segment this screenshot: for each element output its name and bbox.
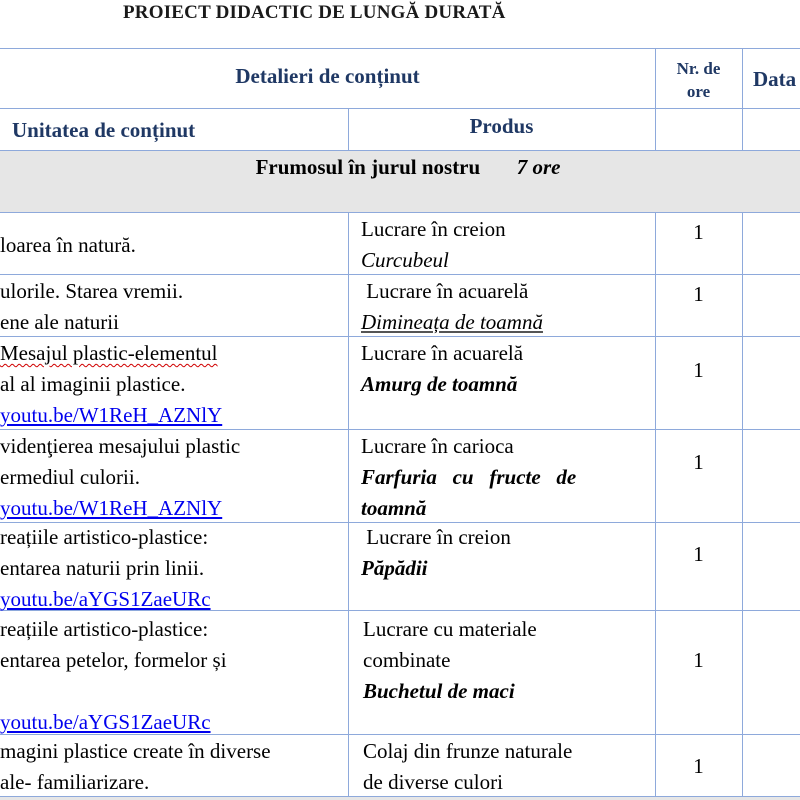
product-type: Colaj din frunze naturale (363, 739, 573, 763)
unit-text: ale- familiarizare. (0, 770, 150, 794)
table-row (0, 276, 183, 338)
unit-text: magini plastice create în diverse (0, 739, 271, 763)
unit-text: loarea în natură. (0, 233, 136, 257)
product-name: Dimineața de toamnă (361, 310, 543, 334)
grid-line (742, 212, 743, 797)
table-row (0, 431, 240, 524)
product-type: Lucrare în carioca (361, 434, 514, 458)
product-cell (361, 214, 506, 276)
hours-value: 1 (693, 450, 704, 474)
grid-line (0, 212, 800, 213)
table-row (0, 338, 222, 431)
table-row (0, 736, 271, 798)
unit-text: reațiile artistico-plastice: (0, 617, 209, 641)
header-produs: Produs (469, 114, 534, 138)
header-data: Data (753, 67, 797, 91)
header-unitatea: Unitatea de conținut (12, 118, 196, 142)
hours-value: 1 (693, 220, 704, 244)
product-cell (361, 276, 543, 338)
video-link[interactable]: youtu.be/aYGS1ZaeURc (0, 710, 211, 734)
table-row (0, 614, 227, 738)
grid-line (0, 48, 800, 49)
product-name: Amurg de toamnă (361, 372, 518, 396)
product-name: Păpădii (361, 556, 428, 580)
document-title: PROIECT DIDACTIC DE LUNGĂ DURATĂ (123, 2, 506, 23)
section-heading (0, 155, 800, 180)
section-title: Frumosul în jurul nostru (255, 155, 481, 179)
product-name: Buchetul de maci (363, 679, 515, 703)
header-nr-ore-line2: ore (686, 82, 711, 101)
product-type-cont: combinate (363, 648, 451, 672)
section-hours: 7 ore (516, 155, 561, 179)
product-cell (363, 736, 572, 798)
unit-text: videnţierea mesajului plastic (0, 434, 241, 458)
unit-text: al al imaginii plastice. (0, 372, 186, 396)
product-type: Lucrare în acuarelă (361, 279, 529, 303)
table-row (0, 230, 136, 261)
unit-text (0, 676, 227, 707)
unit-text (0, 338, 222, 369)
hours-value: 1 (693, 754, 704, 778)
unit-text-part: Mesajul plastic-elementul (0, 341, 218, 365)
hours-value: 1 (693, 542, 704, 566)
product-type: Lucrare cu materiale (363, 617, 537, 641)
video-link[interactable]: youtu.be/aYGS1ZaeURc (0, 587, 211, 611)
grid-line (0, 108, 800, 109)
header-detalieri: Detalieri de conținut (235, 64, 420, 88)
unit-text: ene ale naturii (0, 310, 119, 334)
header-nr-ore-line1: Nr. de (676, 59, 721, 78)
product-cell (361, 522, 511, 584)
product-name: toamnă (361, 496, 427, 520)
header-nr-ore (655, 57, 742, 103)
table-row (0, 522, 211, 615)
video-link[interactable]: youtu.be/W1ReH_AZNlY (0, 403, 223, 427)
unit-text: entarea petelor, formelor și (0, 648, 227, 672)
grid-line (742, 48, 743, 151)
hours-value: 1 (693, 282, 704, 306)
product-name: Farfuria cu fructe de (361, 465, 577, 489)
product-type: Lucrare în creion (361, 217, 506, 241)
product-cell (361, 338, 523, 400)
unit-text: entarea naturii prin linii. (0, 556, 205, 580)
unit-text: ermediul culorii. (0, 465, 140, 489)
product-cell (361, 431, 576, 524)
unit-text: reațiile artistico-plastice: (0, 525, 209, 549)
product-cell (363, 614, 537, 707)
hours-value: 1 (693, 648, 704, 672)
product-type: Lucrare în creion (361, 525, 511, 549)
hours-value: 1 (693, 358, 704, 382)
product-name: Curcubeul (361, 248, 449, 272)
unit-text: ulorile. Starea vremii. (0, 279, 184, 303)
grid-line (348, 212, 349, 797)
product-type-cont: de diverse culori (363, 770, 503, 794)
grid-line (0, 150, 800, 151)
video-link[interactable]: youtu.be/W1ReH_AZNlY (0, 496, 223, 520)
product-type: Lucrare în acuarelă (361, 341, 524, 365)
